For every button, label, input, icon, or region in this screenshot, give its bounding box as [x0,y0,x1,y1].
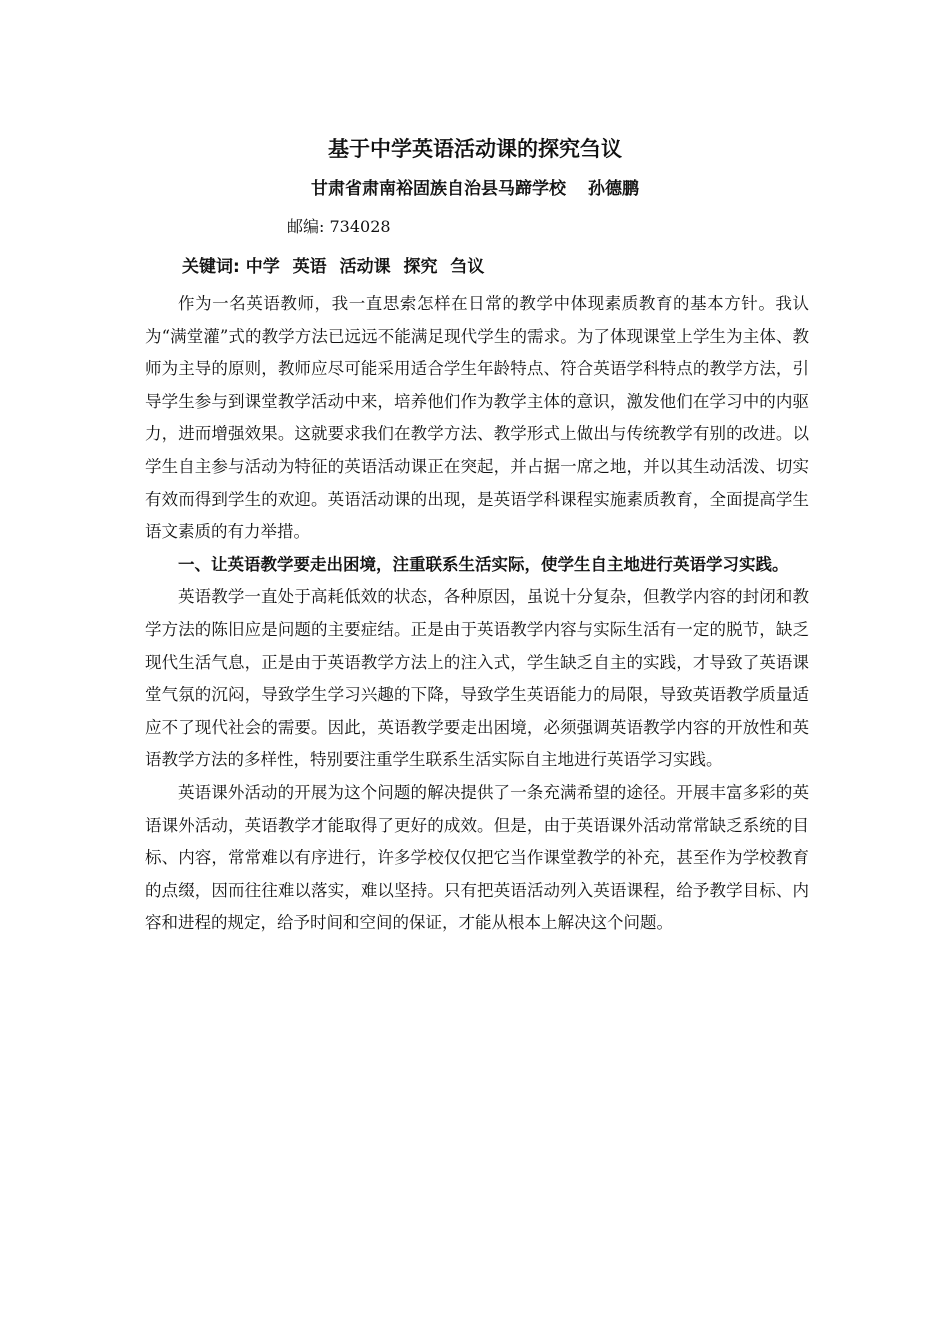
keyword: 英语 [292,257,327,277]
section-heading: 一、让英语教学要走出困境，注重联系生活实际，使学生自主地进行英语学习实践。 [178,554,789,574]
document-body [145,288,809,940]
keyword: 刍议 [450,257,485,277]
document-title: 基于中学英语活动课的探究刍议 [328,137,622,161]
body-paragraph: 英语教学一直处于高耗低效的状态，各种原因，虽说十分复杂，但教学内容的封闭和教学方法的陈旧应是问题的主要症结。正是由于英语教学内容与实际生活有一定的脱节，缺乏现代生活气息，正是由于英语教学方法上的注入式，学生缺乏自主的实践，才导致了英语课堂气氛的沉闷，导致学生学习兴趣的下降，导致学生英语能力的局限，导致英语教学质量适应不了现代社会的需要。因此，英语教学要走出困境，必须强调英语教学内容的开放性和英语教学方法的多样性，特别要注重学生联系生活实际自主地进行英语学习实践。 [145,587,809,770]
postcode: 邮编: 734028 [287,217,391,236]
keyword: 活动课 [339,257,391,277]
keywords-label: 关键词: [182,257,240,277]
author-line [145,174,805,199]
keyword: 探究 [403,257,438,277]
author-name: 孙德鹏 [588,179,639,199]
body-paragraph: 英语课外活动的开展为这个问题的解决提供了一条充满希望的途径。开展丰富多彩的英语课外活动，英语教学才能取得了更好的成效。但是，由于英语课外活动常常缺乏系统的目标、内容，常常难以有序进行，许多学校仅仅把它当作课堂教学的补充，甚至作为学校教育的点缀，因而往往难以落实，难以坚持。只有把英语活动列入英语课程，给予教学目标、内容和进程的规定，给予时间和空间的保证，才能从根本上解决这个问题。 [145,782,809,933]
body-paragraph: 作为一名英语教师，我一直思索怎样在日常的教学中体现素质教育的基本方针。我认为“满堂灌”式的教学方法已远远不能满足现代学生的需求。为了体现课堂上学生为主体、教师为主导的原则，教师应尽可能采用适合学生年龄特点、符合英语学科特点的教学方法，引导学生参与到课堂教学活动中来，培养他们作为教学主体的意识，激发他们在学习中的内驱力，进而增强效果。这就要求我们在教学方法、教学形式上做出与传统教学有别的改进。以学生自主参与活动为特征的英语活动课正在突起，并占据一席之地，并以其生动活泼、切实有效而得到学生的欢迎。英语活动课的出现，是英语学科课程实施素质教育，全面提高学生语文素质的有力举措。 [145,294,809,542]
keywords-line [182,252,491,277]
keyword: 中学 [245,257,280,277]
author-school: 甘肃省肃南裕固族自治县马蹄学校 [311,179,566,199]
